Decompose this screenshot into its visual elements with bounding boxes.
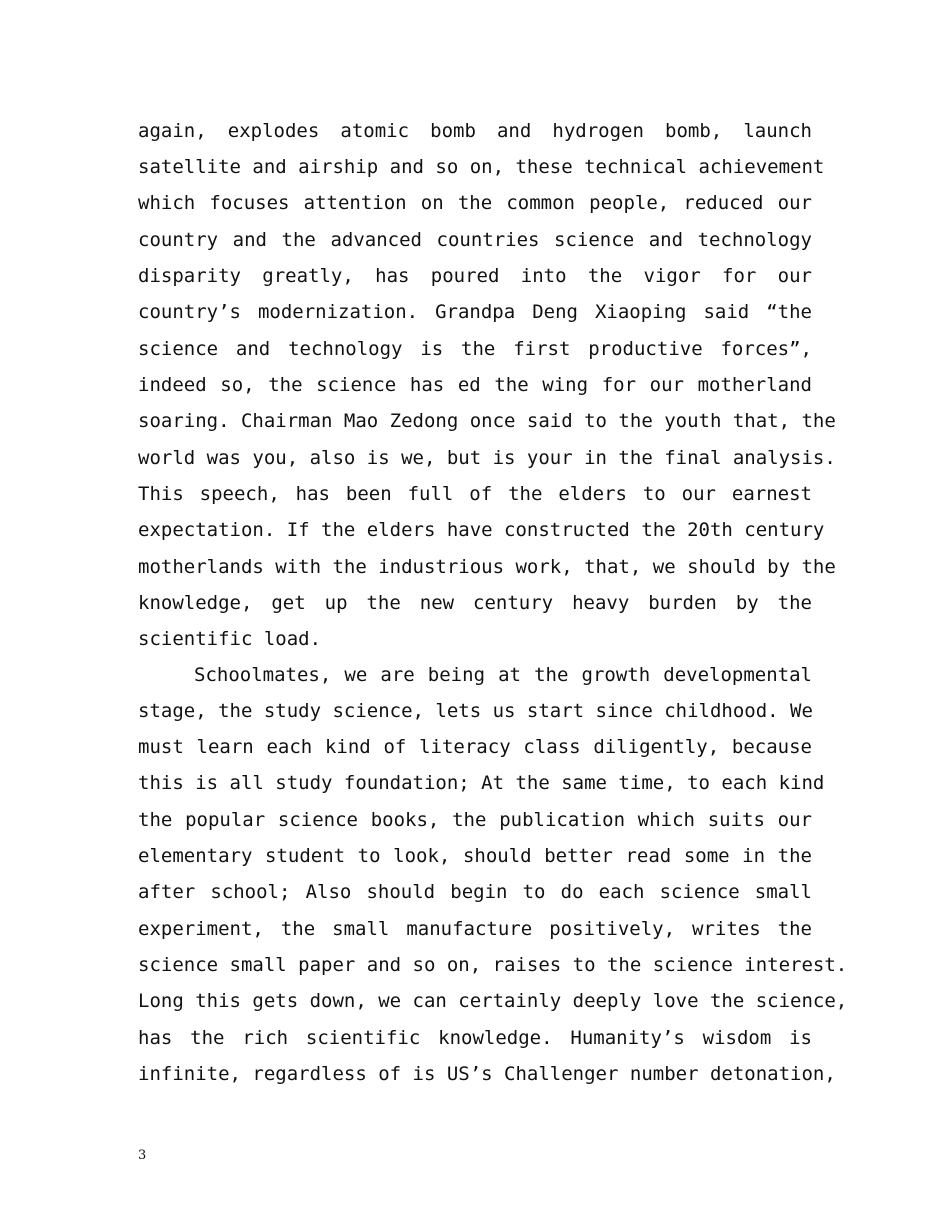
text-line: which focuses attention on the common people, reduced our	[138, 192, 812, 214]
text-line: indeed so, the science has ed the wing for our motherland	[138, 374, 812, 396]
text-line: knowledge, get up the new century heavy burden by the	[138, 592, 812, 614]
text-line: disparity greatly, has poured into the vigor for our	[138, 265, 812, 287]
text-line: expectation. If the elders have constructed the 20th century	[138, 519, 825, 541]
page-number: 3	[138, 1148, 147, 1163]
text-line: motherlands with the industrious work, that, we should by the	[138, 556, 836, 578]
text-line: elementary student to look, should better read some in the	[138, 845, 812, 867]
text-line: soaring. Chairman Mao Zedong once said to the youth that, the	[138, 410, 836, 432]
paragraph-first-line: Schoolmates, we are being at the growth developmental	[194, 664, 812, 686]
text-line: stage, the study science, lets us start since childhood. We	[138, 700, 813, 722]
text-line: scientific load.	[138, 628, 322, 650]
text-line: satellite and airship and so on, these technical achievement	[138, 156, 825, 178]
text-line: country’s modernization. Grandpa Deng Xiaoping said “the	[138, 301, 812, 323]
text-line: the popular science books, the publication which suits our	[138, 809, 812, 831]
text-line: science and technology is the first productive forces”,	[138, 338, 812, 360]
text-line: has the rich scientific knowledge. Humanity’s wisdom is	[138, 1027, 812, 1049]
text-line: Long this gets down, we can certainly deeply love the science,	[138, 990, 848, 1012]
text-line: This speech, has been full of the elders to our earnest	[138, 483, 812, 505]
text-line: science small paper and so on, raises to the science interest.	[138, 954, 848, 976]
text-line: experiment, the small manufacture positively, writes the	[138, 918, 812, 940]
text-line: world was you, also is we, but is your in the final analysis.	[138, 447, 836, 469]
text-line: after school; Also should begin to do each science small	[138, 881, 812, 903]
text-line: this is all study foundation; At the same time, to each kind	[138, 772, 825, 794]
text-line: must learn each kind of literacy class diligently, because	[138, 736, 812, 758]
text-line: again, explodes atomic bomb and hydrogen bomb, launch	[138, 120, 812, 142]
text-line: country and the advanced countries science and technology	[138, 229, 812, 251]
text-line: infinite, regardless of is US’s Challenger number detonation,	[138, 1063, 836, 1085]
